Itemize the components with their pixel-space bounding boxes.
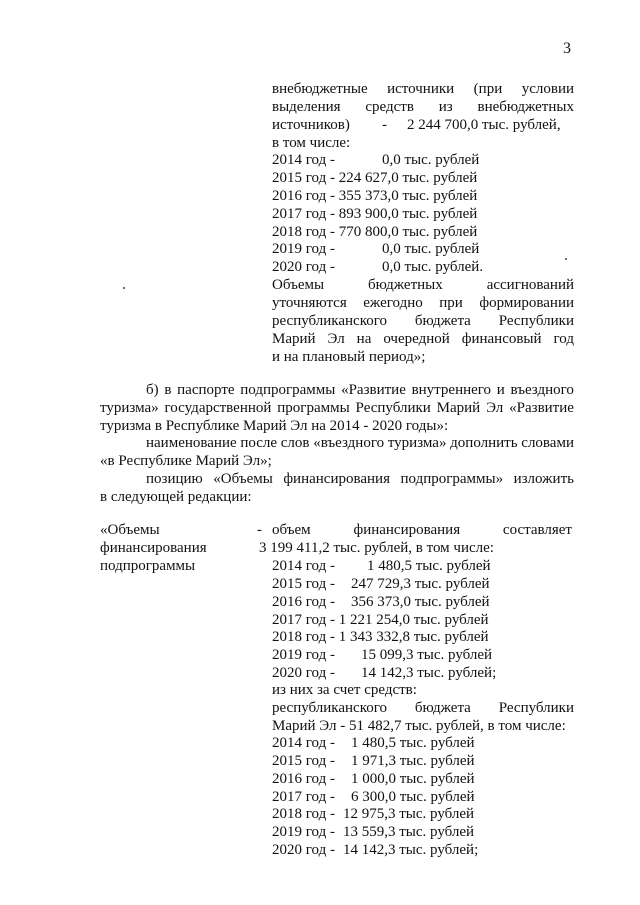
- word: внутреннего: [411, 382, 492, 398]
- section-b-line-6: [146, 470, 574, 488]
- word: в: [164, 382, 172, 398]
- word: на: [356, 331, 372, 347]
- section-b-line-4: [146, 434, 574, 452]
- table-year-row: [272, 557, 491, 575]
- word: республиканского: [272, 700, 387, 716]
- year-amount: 0,0 тыс. рублей.: [382, 259, 484, 275]
- word: финансовый: [461, 331, 542, 347]
- budget-year-row: [272, 788, 475, 806]
- word: Республики: [498, 313, 574, 329]
- word: после: [240, 435, 278, 451]
- top-intro: в том числе:: [272, 135, 351, 151]
- top-line-2: [272, 98, 574, 116]
- note-line-2: [272, 294, 574, 312]
- word: Эл: [327, 331, 345, 347]
- budget-year-row: [272, 770, 475, 788]
- word: 2 244 700,0 тыс. рублей,: [407, 117, 561, 133]
- word: республиканского: [272, 313, 387, 329]
- word: бюджетных: [368, 277, 443, 293]
- note-last: и на плановый период»;: [272, 349, 426, 365]
- page-number: 3: [563, 40, 571, 57]
- section-b-line-1: [146, 381, 574, 399]
- table-label-2: финансирования: [100, 540, 207, 556]
- table-year-row: [272, 664, 497, 682]
- table-dash: -: [257, 522, 262, 538]
- table-year-row: [272, 593, 490, 611]
- word: формировании: [479, 295, 574, 311]
- year-amount: 14 142,3 тыс. рублей;: [343, 842, 479, 858]
- year-amount: 0,0 тыс. рублей: [382, 241, 480, 257]
- word: дополнить: [450, 435, 518, 451]
- table-year-row: [272, 628, 489, 646]
- word: Марий: [436, 400, 481, 416]
- note-line-3: [272, 312, 574, 330]
- top-year-row: [272, 240, 480, 258]
- top-year-row: [272, 169, 477, 187]
- year-label: 2019 год -: [272, 647, 335, 663]
- word: Эл: [486, 400, 504, 416]
- word: туризма»: [100, 400, 159, 416]
- word: очередной: [383, 331, 450, 347]
- sources-intro: из них за счет средств:: [272, 682, 417, 698]
- word: и: [496, 382, 505, 398]
- year-label: 2017 год - 893 900,0 тыс. рублей: [272, 206, 478, 222]
- year-amount: 12 975,3 тыс. рублей: [343, 806, 475, 822]
- year-label: 2014 год -: [272, 152, 335, 168]
- budget-year-row: [272, 841, 479, 859]
- year-amount: 0,0 тыс. рублей: [382, 152, 480, 168]
- year-amount: 13 559,3 тыс. рублей: [343, 824, 475, 840]
- year-label: 2015 год - 224 627,0 тыс. рублей: [272, 170, 478, 186]
- word: подпрограммы: [240, 382, 336, 398]
- year-label: 2017 год - 1 221 254,0 тыс. рублей: [272, 612, 489, 628]
- year-amount: 1 480,5 тыс. рублей: [351, 735, 475, 751]
- table-year-row: [272, 575, 490, 593]
- year-label: 2015 год -: [272, 576, 335, 592]
- year-label: 2018 год - 1 343 332,8 тыс. рублей: [272, 629, 489, 645]
- section-b-line-5: «в Республике Марий Эл»;: [100, 453, 272, 469]
- year-amount: 1 971,3 тыс. рублей: [351, 753, 475, 769]
- year-label: 2019 год -: [272, 824, 335, 840]
- year-label: 2016 год - 355 373,0 тыс. рублей: [272, 188, 478, 204]
- word: внебюджетные: [272, 81, 368, 97]
- note-line-4: [272, 330, 574, 348]
- word: финансирования: [353, 522, 461, 538]
- word: «Развитие: [509, 400, 574, 416]
- table-year-row: [272, 646, 493, 664]
- word: объем: [272, 522, 311, 538]
- word: (при: [473, 81, 503, 97]
- year-label: 2014 год -: [272, 558, 335, 574]
- year-amount: 356 373,0 тыс. рублей: [351, 594, 490, 610]
- year-label: 2018 год - 770 800,0 тыс. рублей: [272, 224, 478, 240]
- year-label: 2016 год -: [272, 594, 335, 610]
- top-year-row: [272, 151, 480, 169]
- section-b-line-2: [100, 399, 574, 417]
- budget-line: [272, 699, 574, 717]
- scan-speck: [123, 287, 125, 289]
- table-label-3: подпрограммы: [100, 558, 196, 574]
- word: условии: [521, 81, 574, 97]
- year-label: 2017 год -: [272, 789, 335, 805]
- word: финансирования: [283, 471, 390, 487]
- table-label-1: «Объемы: [100, 522, 160, 538]
- word: изложить: [513, 471, 574, 487]
- top-line-1: [272, 80, 574, 98]
- word: наименование: [146, 435, 237, 451]
- year-label: 2020 год -: [272, 665, 335, 681]
- word: бюджета: [414, 700, 471, 716]
- year-label: 2020 год -: [272, 842, 335, 858]
- budget-total: Марий Эл - 51 482,7 тыс. рублей, в том числе:: [272, 718, 566, 734]
- word: «Развитие: [341, 382, 406, 398]
- word: программы: [277, 400, 350, 416]
- year-label: 2020 год -: [272, 259, 335, 275]
- top-year-row: [272, 223, 477, 241]
- year-amount: 14 142,3 тыс. рублей;: [361, 665, 497, 681]
- budget-year-row: [272, 823, 475, 841]
- word: внебюджетных: [477, 99, 574, 115]
- word: Республики: [498, 700, 574, 716]
- year-amount: 6 300,0 тыс. рублей: [351, 789, 475, 805]
- year-label: 2015 год -: [272, 753, 335, 769]
- word: ежегодно: [363, 295, 423, 311]
- top-year-row: [272, 258, 484, 276]
- budget-year-row: [272, 734, 475, 752]
- word: средств: [365, 99, 414, 115]
- section-b-line-7: в следующей редакции:: [100, 489, 252, 505]
- year-label: 2016 год -: [272, 771, 335, 787]
- top-year-row: [272, 205, 477, 223]
- section-b-line-3: туризма в Республике Марий Эл на 2014 - 2020 годы»:: [100, 418, 449, 434]
- year-label: 2014 год -: [272, 735, 335, 751]
- word: Объемы: [272, 277, 325, 293]
- word: выделения: [272, 99, 341, 115]
- word: въездного: [510, 382, 574, 398]
- word: источники: [387, 81, 455, 97]
- word: при: [439, 295, 463, 311]
- budget-year-row: [272, 752, 475, 770]
- word: составляет: [502, 522, 572, 538]
- top-year-row: [272, 187, 477, 205]
- table-total: 3 199 411,2 тыс. рублей, в том числе:: [259, 540, 494, 556]
- scan-speck: [565, 258, 567, 260]
- word: из: [438, 99, 453, 115]
- year-amount: 1 480,5 тыс. рублей: [367, 558, 491, 574]
- note-line-1: [272, 276, 574, 294]
- table-year-row: [272, 611, 489, 629]
- word: позицию: [146, 471, 203, 487]
- table-first-line: [272, 521, 572, 539]
- budget-year-row: [272, 805, 475, 823]
- word: уточняются: [272, 295, 347, 311]
- word: «Объемы: [213, 471, 273, 487]
- word: бюджета: [414, 313, 471, 329]
- word: ассигнований: [486, 277, 574, 293]
- year-amount: 15 099,3 тыс. рублей: [361, 647, 493, 663]
- word: паспорте: [177, 382, 235, 398]
- word: государственной: [164, 400, 272, 416]
- year-label: 2018 год -: [272, 806, 335, 822]
- word: туризма»: [387, 435, 447, 451]
- word: словами: [521, 435, 574, 451]
- word: слов: [280, 435, 310, 451]
- word: источников): [272, 117, 350, 133]
- year-label: 2019 год -: [272, 241, 335, 257]
- word: Республики: [355, 400, 431, 416]
- word: б): [146, 382, 159, 398]
- word: подпрограммы»: [400, 471, 504, 487]
- word: Марий: [272, 331, 316, 347]
- word: «въездного: [313, 435, 385, 451]
- word: -: [382, 117, 387, 133]
- top-line-3: [272, 116, 574, 134]
- year-amount: 247 729,3 тыс. рублей: [351, 576, 490, 592]
- year-amount: 1 000,0 тыс. рублей: [351, 771, 475, 787]
- word: год: [553, 331, 574, 347]
